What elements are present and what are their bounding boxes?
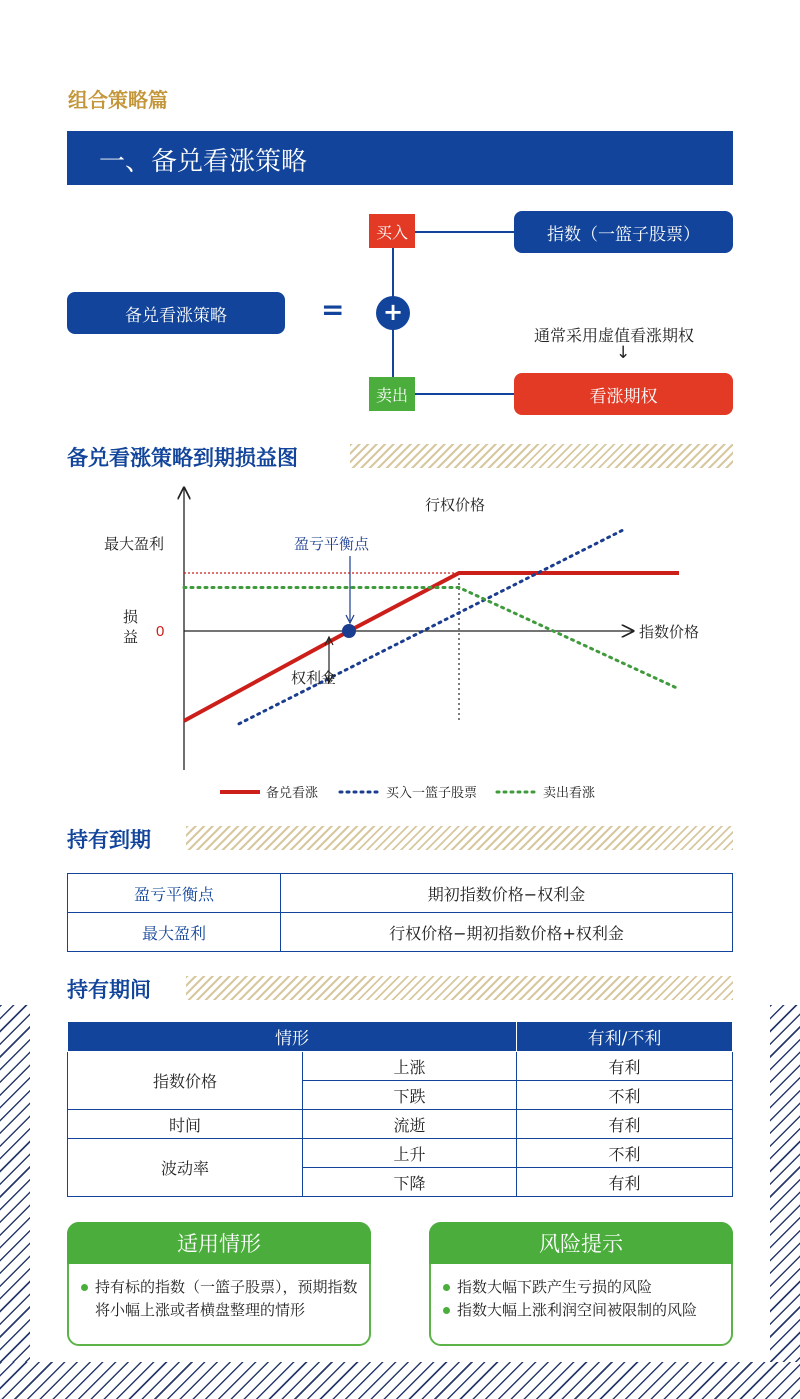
- table-row: [68, 874, 733, 913]
- expiry-row-label: 最大盈利: [68, 913, 281, 952]
- list-item: 持有标的指数（一篮子股票），预期指数将小幅上涨或者横盘整理的情形: [81, 1276, 359, 1322]
- plus-icon: +: [376, 296, 410, 330]
- scenario-cell: 流逝: [303, 1110, 517, 1139]
- x-axis-label: 指数价格: [639, 624, 700, 641]
- effect-cell: 不利: [517, 1081, 733, 1110]
- decor-right-stripes: [770, 1005, 800, 1399]
- legend-label-0: 备兑看涨: [266, 785, 319, 800]
- applicable-card-title: 适用情形: [67, 1222, 371, 1264]
- legend-label-2: 卖出看涨: [543, 785, 596, 800]
- header-favorable: 有利/不利: [517, 1022, 733, 1052]
- strategy-label: 备兑看涨策略: [67, 292, 285, 334]
- list-item: 指数大幅上涨利润空间被限制的风险: [443, 1299, 721, 1322]
- table-row: [68, 1139, 733, 1168]
- scenario-cell: 下降: [303, 1168, 517, 1197]
- risk-card: [429, 1222, 733, 1346]
- factor-cell: 波动率: [68, 1139, 303, 1197]
- hold-to-expiry-heading: 持有到期: [67, 828, 151, 852]
- section-tag: 组合策略篇: [68, 88, 168, 112]
- header-situation: 情形: [68, 1022, 517, 1052]
- series-line-2: [184, 588, 679, 690]
- factor-cell: 时间: [68, 1110, 303, 1139]
- sell-tag: 卖出: [369, 377, 415, 411]
- series-line-0: [184, 573, 679, 721]
- scenario-cell: 上升: [303, 1139, 517, 1168]
- note-arrow-icon: ↓: [616, 343, 631, 363]
- y-axis-label-2: 益: [123, 629, 139, 646]
- premium-label: 权利金: [291, 670, 337, 687]
- legend-label-1: 买入一篮子股票: [386, 785, 478, 800]
- table-row: [68, 1110, 733, 1139]
- series-line-1: [239, 530, 624, 724]
- decor-bottom-stripes: [0, 1362, 800, 1399]
- effect-cell: 有利: [517, 1168, 733, 1197]
- expiry-row-value: 期初指数价格−权利金: [281, 874, 733, 913]
- expiry-row-label: 盈亏平衡点: [68, 874, 281, 913]
- table-row: [68, 913, 733, 952]
- scenario-cell: 上涨: [303, 1052, 517, 1081]
- equals-sign: =: [321, 293, 345, 326]
- max-profit-label: 最大盈利: [104, 536, 165, 553]
- effect-cell: 有利: [517, 1052, 733, 1081]
- buy-item: 指数（一篮子股票）: [514, 211, 733, 253]
- factor-cell: 指数价格: [68, 1052, 303, 1110]
- heading-hatch: [186, 826, 733, 850]
- scenario-cell: 下跌: [303, 1081, 517, 1110]
- option-note: 通常采用虚值看涨期权: [534, 326, 695, 345]
- payoff-heading: 备兑看涨策略到期损益图: [67, 446, 298, 470]
- table-header-row: [68, 1022, 733, 1052]
- decor-left-stripes: [0, 1005, 30, 1399]
- risk-card-title: 风险提示: [429, 1222, 733, 1264]
- holding-period-table: [67, 1021, 733, 1197]
- list-item: 指数大幅下跌产生亏损的风险: [443, 1276, 721, 1299]
- table-row: [68, 1052, 733, 1081]
- breakeven-label: 盈亏平衡点: [294, 536, 370, 553]
- heading-hatch: [350, 444, 733, 468]
- y-axis-label-1: 损: [123, 609, 139, 626]
- payoff-chart: [60, 478, 750, 810]
- expiry-row-value: 行权价格−期初指数价格+权利金: [281, 913, 733, 952]
- heading-hatch: [186, 976, 733, 1000]
- holding-period-heading: 持有期间: [67, 978, 151, 1002]
- buy-tag: 买入: [369, 214, 415, 248]
- risk-card-body: [443, 1276, 721, 1322]
- applicable-card: [67, 1222, 371, 1346]
- effect-cell: 不利: [517, 1139, 733, 1168]
- strike-label: 行权价格: [425, 497, 486, 514]
- page-title: 一、备兑看涨策略: [99, 147, 308, 177]
- applicable-card-body: [81, 1276, 359, 1322]
- sell-item: 看涨期权: [514, 373, 733, 415]
- breakeven-point: [342, 624, 356, 638]
- page-title-bar: [67, 131, 733, 185]
- y-zero-label: 0: [156, 623, 165, 640]
- expiry-table: [67, 873, 733, 952]
- effect-cell: 有利: [517, 1110, 733, 1139]
